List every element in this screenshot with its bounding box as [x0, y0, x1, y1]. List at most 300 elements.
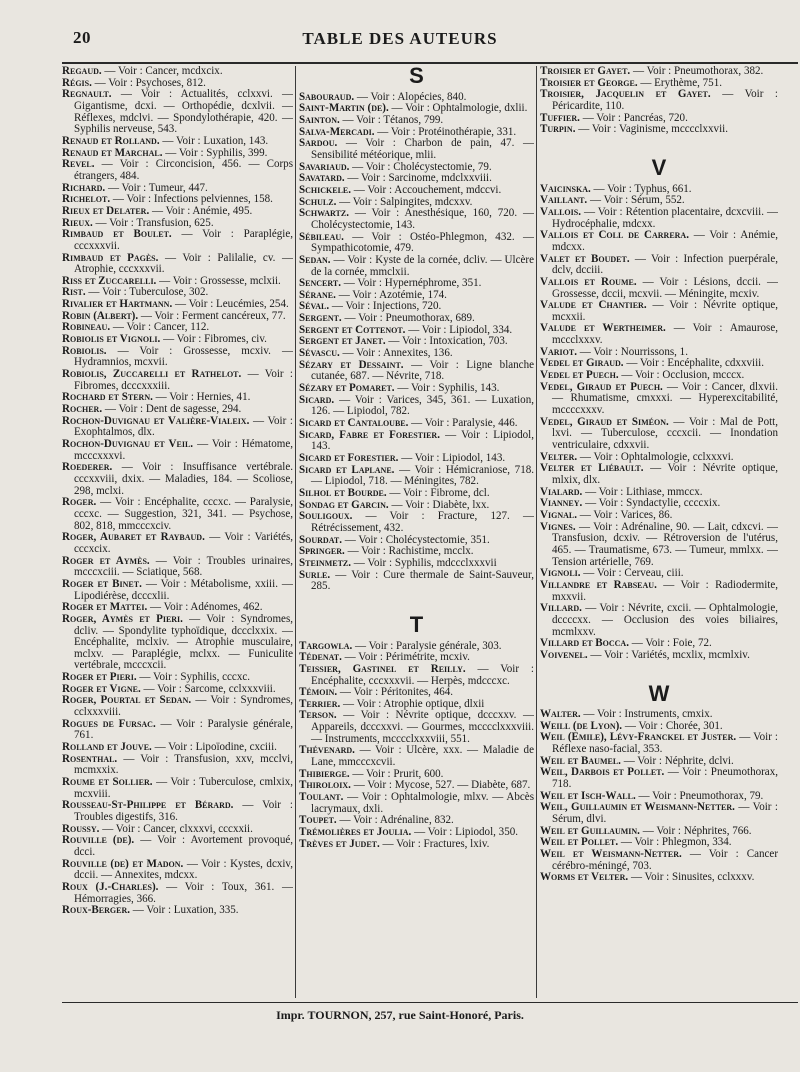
- author-name: Targowla.: [299, 639, 353, 652]
- index-entry: [540, 463, 778, 486]
- entry-references: — Voir : Cure thermale de Saint-Sauveur, 285.: [311, 568, 534, 593]
- author-name: Thiroloix.: [299, 779, 351, 792]
- author-name: Vedel et Puech.: [540, 369, 619, 382]
- entry-references: — Voir : Ligne blanche cutanée, 687. — Névrite, 718.: [311, 358, 534, 383]
- entry-references: — Voir : Névrite optique, mlxix, dlx.: [552, 462, 778, 486]
- author-name: Schickele.: [299, 183, 352, 196]
- author-name: Vedel, Giraud et Puech.: [540, 380, 663, 393]
- index-entry: [540, 207, 778, 230]
- entry-references: — Voir : Amaurose, mccclxxxv.: [552, 322, 778, 347]
- entry-references: — Voir : Cancer cérébro-méningé, 703.: [552, 848, 778, 872]
- author-name: Troisier, Jacquelin et Gayet.: [540, 88, 711, 101]
- author-name: Rimbaud et Pagès.: [62, 251, 159, 264]
- author-name: Revel.: [62, 158, 95, 171]
- entry-references: — Voir : Ostéo-Phlegmon, 432. — Sympathicotomie, 479.: [311, 230, 534, 255]
- author-name: Roger.: [62, 496, 97, 509]
- entry-references: — Voir : Rachistime, mcclx.: [347, 545, 474, 558]
- page-number: 20: [73, 28, 91, 47]
- author-name: Villard.: [540, 602, 582, 615]
- entry-references: — Voir : Syndromes, cclxxxviii.: [74, 694, 293, 719]
- author-name: Roederer.: [62, 461, 113, 474]
- entry-references: — Voir : Fibromes, dcccxxxiii.: [74, 368, 293, 392]
- entry-references: — Voir : Syphilis, 399.: [165, 146, 268, 159]
- section-letter: W: [648, 680, 670, 706]
- author-name: Roger, Aymès et Pieri.: [62, 612, 183, 625]
- entry-references: — Voir : Réflexe naso-facial, 353.: [552, 731, 778, 756]
- entry-references: — Voir : Avortement provoqué, dcci.: [74, 834, 293, 858]
- author-name: Villandre et Rabseau.: [540, 578, 657, 591]
- author-name: Thévenard.: [299, 744, 355, 757]
- entry-references: — Voir : Cancer, mcdxcix.: [104, 66, 223, 77]
- author-name: Weil et Isch-Wall.: [540, 789, 636, 802]
- author-name: Séval.: [299, 300, 330, 313]
- author-name: Vignes.: [540, 520, 576, 533]
- author-name: Roger et Aymès.: [62, 554, 150, 567]
- entry-references: — Voir : Anémie, 495.: [152, 204, 253, 217]
- index-entry: [540, 603, 778, 638]
- author-name: Rochard et Stern.: [62, 391, 153, 404]
- entry-references: — Voir : Injections, 720.: [331, 300, 442, 313]
- author-name: Trèves et Judet.: [299, 837, 380, 850]
- index-entry: [540, 802, 778, 825]
- author-name: Sicard et Laplane.: [299, 463, 395, 476]
- entry-references: — Voir : Azotémie, 174.: [338, 288, 447, 301]
- entry-references: — Voir : Fibrome, dcl.: [389, 486, 490, 499]
- column-divider: [536, 66, 537, 998]
- author-name: Sévascu.: [299, 347, 340, 360]
- entry-references: — Voir : Grossesse, mclxii.: [159, 274, 281, 287]
- author-name: Renaud et Rolland.: [62, 134, 160, 147]
- entry-references: — Voir : Mycose, 527. — Diabète, 687.: [353, 779, 531, 792]
- author-name: Rocher.: [62, 403, 103, 416]
- author-name: Roux (J.-Charles).: [62, 880, 159, 893]
- index-entry: [299, 360, 534, 383]
- entry-references: — Voir : Cholécystectomie, 79.: [352, 160, 492, 173]
- index-entry: [540, 124, 778, 136]
- index-entry: [299, 710, 534, 745]
- entry-references: — Voir : Cancer, 112.: [112, 321, 210, 334]
- index-entry: [62, 754, 293, 777]
- author-name: Weil et Baumel.: [540, 754, 621, 767]
- entry-references: — Voir : Variétés, cccxcix.: [74, 531, 293, 555]
- index-entry: [62, 905, 293, 917]
- author-name: Sondag et Garcin.: [299, 498, 389, 511]
- index-column-1: [62, 66, 293, 1000]
- entry-references: — Voir : Syphilis, 143.: [397, 382, 500, 395]
- author-name: Roger, Pourtal et Sedan.: [62, 694, 192, 707]
- entry-references: — Voir : Ferment cancéreux, 77.: [140, 309, 286, 322]
- author-name: Vaicinska.: [540, 182, 591, 195]
- entry-references: — Voir : Hémicraniose, 718. — Lipiodol, 718. — Méningites, 782.: [311, 463, 534, 488]
- entry-references: — Voir : Péricardite, 110.: [552, 88, 778, 112]
- author-name: Vedel et Giraud.: [540, 357, 624, 370]
- index-entry: [62, 369, 293, 392]
- author-name: Robiolis.: [62, 344, 107, 357]
- author-name: Sencert.: [299, 277, 341, 290]
- entry-references: — Voir : Syphilis, cccxc.: [139, 671, 251, 684]
- author-name: Vianney.: [540, 497, 583, 510]
- index-entry: [540, 300, 778, 323]
- index-entry: [299, 232, 534, 255]
- author-name: Roger et Pieri.: [62, 671, 137, 684]
- author-name: Sébileau.: [299, 230, 344, 243]
- header-rule: [62, 62, 798, 64]
- entry-references: — Voir : Pneumothorax, 718.: [552, 766, 778, 791]
- author-name: Weil, Guillaumin et Weismann-Netter.: [540, 801, 735, 814]
- author-name: Tuffier.: [540, 111, 580, 124]
- author-name: Sergent.: [299, 312, 342, 325]
- entry-references: — Voir : Paralysie générale, 303.: [355, 639, 502, 652]
- author-name: Renaud et Marchal.: [62, 146, 163, 159]
- author-name: Robiolis, Zuccarelli et Rathelot.: [62, 368, 242, 381]
- author-name: Surle.: [299, 568, 331, 581]
- index-entry: [62, 695, 293, 718]
- entry-references: — Voir : Névrite optique, mcxxii.: [552, 299, 778, 323]
- entry-references: — Voir : Intoxication, 703.: [388, 335, 508, 348]
- entry-references: — Voir : Lithiase, mmccx.: [585, 485, 703, 498]
- entry-references: — Voir : Sérum, dlvi.: [552, 801, 778, 826]
- author-name: Richard.: [62, 181, 106, 194]
- entry-references: — Voir : Accouchement, mdccvi.: [353, 183, 502, 196]
- author-name: Valude et Chantier.: [540, 299, 647, 312]
- entry-references: — Voir : Paralysie, 446.: [411, 417, 518, 430]
- entry-references: — Voir : Luxation, 143.: [162, 134, 269, 147]
- author-name: Regnault.: [62, 88, 112, 101]
- author-name: Vaillant.: [540, 194, 588, 207]
- index-entry: [62, 800, 293, 823]
- author-name: Worms et Velter.: [540, 871, 629, 884]
- entry-references: — Voir : Insuffisance vertébrale. cccxxviii, dxix. — Maladies, 184. — Scoliose, 298, mclxi.: [74, 461, 293, 497]
- index-entry: [62, 882, 293, 905]
- entry-references: — Voir : Anémie, mdcxx.: [552, 229, 778, 253]
- entry-references: — Voir : Fractures, lxiv.: [382, 837, 490, 850]
- page-title: TABLE DES AUTEURS: [302, 29, 498, 48]
- index-entry: [540, 323, 778, 346]
- author-name: Rogues de Fursac.: [62, 717, 156, 730]
- entry-references: — Voir : Psychoses, 812.: [94, 76, 206, 89]
- author-name: Régis.: [62, 76, 92, 89]
- entry-references: — Voir : Névrite, cxcii. — Ophtalmologie, dccccxx. — Occlusion des voies biliaires, mcmlxxv.: [552, 602, 778, 638]
- author-name: Vedel, Giraud et Siméon.: [540, 415, 669, 428]
- author-name: Rouville (de) et Madon.: [62, 857, 184, 870]
- author-name: Terrier.: [299, 697, 341, 710]
- index-entry: [540, 732, 778, 755]
- entry-references: — Voir : Typhus, 661.: [593, 182, 692, 195]
- entry-references: — Voir : Lipiodol, 350.: [414, 826, 519, 839]
- author-name: Roger et Vigne.: [62, 682, 141, 695]
- entry-references: — Voir : Névrite optique, dcccxxv. — Appareils, dcccxxvi. — Gourmes, mcccclxxxviii. — Instruments, mcccclxxxviii, 551.: [311, 709, 534, 745]
- entry-references: — Voir : Leucémies, 254.: [175, 298, 289, 311]
- entry-references: — Voir : Ophtalmologie, dxlii.: [391, 102, 528, 115]
- author-name: Sabouraud.: [299, 90, 355, 103]
- entry-references: — Voir : Phlegmon, 334.: [620, 836, 732, 849]
- author-name: Thibierge.: [299, 767, 350, 780]
- index-entry: [62, 346, 293, 369]
- column-divider: [295, 66, 296, 998]
- index-entry: [540, 254, 778, 277]
- index-entry: [62, 229, 293, 252]
- entry-references: — Voir : Fracture, 127. — Rétrécissement, 432.: [311, 510, 534, 534]
- author-name: Toupet.: [299, 814, 337, 827]
- author-name: Trémolières et Joulia.: [299, 826, 412, 839]
- index-entry: [540, 650, 778, 662]
- index-entry: [62, 556, 293, 579]
- author-name: Rouville (de).: [62, 834, 135, 847]
- author-name: Robin (Albert).: [62, 309, 139, 322]
- author-name: Tédenat.: [299, 651, 342, 664]
- entry-references: — Voir : Fibromes, civ.: [163, 333, 267, 346]
- entry-references: — Voir : Circoncision, 456. — Corps étrangers, 484.: [74, 158, 293, 182]
- index-entry: [62, 579, 293, 602]
- author-name: Savariaud.: [299, 160, 350, 173]
- section-letter: V: [651, 154, 667, 180]
- entry-references: — Voir : Adrénaline, 832.: [339, 814, 454, 827]
- entry-references: — Voir : Tétanos, 799.: [342, 113, 444, 126]
- entry-references: — Voir : Anesthésique, 160, 720. — Cholécystectomie, 143.: [311, 207, 534, 231]
- entry-references: — Voir : Dent de sagesse, 294.: [104, 403, 242, 416]
- index-entry: [540, 872, 778, 884]
- entry-references: — Voir : Grossesse, mcxiv. — Hydramnios, mcxvii.: [74, 344, 293, 369]
- author-name: Steinmetz.: [299, 556, 352, 569]
- entry-references: — Voir : Foie, 72.: [631, 637, 712, 650]
- author-name: Variot.: [540, 345, 577, 358]
- author-name: Vallois et Coll de Carrera.: [540, 229, 689, 242]
- index-entry: [62, 497, 293, 532]
- author-name: Rivalier et Hartmann.: [62, 298, 173, 311]
- author-name: Velter.: [540, 450, 578, 463]
- index-entry: [62, 416, 293, 439]
- entry-references: — Voir : Cerveau, ciii.: [583, 567, 684, 580]
- author-name: Rosenthal.: [62, 752, 118, 765]
- author-name: Richelot.: [62, 193, 111, 206]
- entry-references: — Erythème, 751.: [640, 76, 722, 89]
- index-entry: [540, 522, 778, 569]
- author-name: Valet et Boudet.: [540, 252, 630, 265]
- author-name: Rieux et Delater.: [62, 204, 150, 217]
- author-name: Weil et Pollet.: [540, 836, 619, 849]
- entry-references: — Voir : Pneumothorax, 689.: [344, 312, 475, 325]
- index-entry: [540, 89, 778, 112]
- entry-references: — Voir : Sinusites, cclxxxv.: [630, 871, 755, 884]
- author-name: Schwartz.: [299, 207, 349, 220]
- index-column-3: [540, 66, 778, 1000]
- entry-references: — Voir : Transfusion, 625.: [95, 216, 214, 229]
- entry-references: — Voir : Tuberculose, cmlxix, mcxviii.: [74, 776, 293, 800]
- entry-references: — Voir : Lipiodol, 143.: [311, 428, 534, 453]
- entry-references: — Voir : Kyste de la cornée, dcliv. — Ulcère de la cornée, mmclxii.: [311, 253, 534, 278]
- entry-references: — Voir : Syndactylie, ccccxix.: [585, 497, 721, 510]
- entry-references: — Voir : Protéinothérapie, 331.: [377, 125, 517, 138]
- entry-references: — Voir : Lipoïodine, cxciii.: [154, 741, 277, 754]
- entry-references: — Voir : Rétention placentaire, dcxcviii. — Hydrocéphalie, mdcxx.: [552, 205, 778, 230]
- author-name: Vallois et Roume.: [540, 275, 637, 288]
- entry-references: — Voir : Encéphalite, cccxc. — Paralysie, cccxc. — Suggestion, 321, 341. — Psychose, 802, 818, mmcccxciv.: [74, 496, 293, 532]
- entry-references: — Voir : Péritonites, 464.: [339, 686, 454, 699]
- entry-references: — Voir : Métabolisme, xxiii. — Lipodiérèse, dcccxlii.: [74, 577, 293, 602]
- author-name: Velter et Liébault.: [540, 462, 644, 475]
- index-entry: [540, 382, 778, 417]
- index-entry: [299, 465, 534, 488]
- author-name: Rist.: [62, 286, 86, 299]
- author-name: Turpin.: [540, 123, 576, 136]
- entry-references: — Voir : Ophtalmologie, mlxv. — Abcès lacrymaux, dxli.: [311, 791, 534, 815]
- index-entry: [299, 255, 534, 278]
- author-name: Roger et Binet.: [62, 577, 142, 590]
- entry-references: — Voir : Occlusion, mcccx.: [621, 369, 745, 382]
- index-entry: [540, 277, 778, 300]
- author-name: Villard et Bocca.: [540, 637, 629, 650]
- entry-references: — Voir : Kystes, dcxiv, dccii. — Annexites, mdcxx.: [74, 857, 293, 882]
- index-entry: [299, 664, 534, 687]
- author-name: Sicard et Cantaloube.: [299, 417, 409, 430]
- entry-references: — Voir : Pneumothorax, 79.: [638, 789, 764, 802]
- entry-references: — Voir : Sarcinome, mdclxxviii.: [347, 172, 492, 185]
- entry-references: — Voir : Hématome, mcccxxxvi.: [74, 438, 293, 462]
- entry-references: — Voir : Atrophie optique, dlxii: [343, 697, 485, 710]
- entry-references: — Voir : Hypernéphrome, 351.: [343, 277, 482, 290]
- index-entry: [299, 570, 534, 593]
- entry-references: — Voir : Varices, 86.: [579, 508, 673, 521]
- entry-references: — Voir : Infection puerpérale, dclv, dcciii.: [552, 252, 778, 277]
- entry-references: — Voir : Cholécystectomie, 351.: [344, 533, 490, 546]
- author-name: Troisier et Gayet.: [540, 66, 631, 77]
- index-entry: [540, 417, 778, 452]
- entry-references: — Voir : Transfusion, xxv, mcclvi, mcmxxix.: [74, 752, 293, 777]
- author-name: Témoin.: [299, 686, 338, 699]
- index-entry: [62, 159, 293, 182]
- entry-references: — Voir : Encéphalite, cdxxviii.: [626, 357, 764, 370]
- entry-references: — Voir : Annexites, 136.: [342, 347, 453, 360]
- author-name: Walter.: [540, 708, 581, 721]
- entry-references: — Voir : Cancer, clxxxvi, cccxxii.: [102, 822, 253, 835]
- entry-references: — Voir : Lipiodol, 143.: [401, 452, 506, 464]
- author-name: Sergent et Janet.: [299, 335, 386, 348]
- author-name: Vallois.: [540, 205, 581, 218]
- index-entry: [540, 230, 778, 253]
- author-name: Sedan.: [299, 253, 331, 266]
- author-name: Saint-Martin (de).: [299, 102, 389, 115]
- index-entry: [540, 849, 778, 872]
- entry-references: — Voir : Pneumothorax, 382.: [632, 66, 764, 77]
- page-header: [0, 28, 800, 58]
- author-name: Sicard et Forestier.: [299, 452, 399, 464]
- author-name: Roger et Mattei.: [62, 601, 148, 614]
- author-name: Riss et Zuccarelli.: [62, 274, 157, 287]
- entry-references: — Voir : Ophtalmologie, cclxxxvi.: [579, 450, 734, 463]
- index-entry: [62, 462, 293, 497]
- author-name: Weil et Guillaumin.: [540, 824, 640, 837]
- entry-references: — Voir : Lipiodol, 334.: [408, 323, 513, 336]
- entry-references: — Voir : Mal de Pott, lxvi. — Tuberculose, cccxcii. — Inondation ventriculaire, cdxxvii.: [552, 415, 778, 452]
- entry-references: — Voir : Prurit, 600.: [352, 767, 444, 780]
- author-name: Springer.: [299, 545, 345, 558]
- entry-references: — Voir : Tumeur, 447.: [107, 181, 208, 194]
- entry-references: — Voir : Exophtalmos, dlx.: [74, 414, 293, 439]
- author-name: Vignal.: [540, 508, 577, 521]
- index-entry: [62, 777, 293, 800]
- author-name: Rimbaud et Boulet.: [62, 228, 172, 241]
- index-entry: [62, 439, 293, 462]
- author-name: Voivenel.: [540, 648, 588, 661]
- index-entry: [299, 138, 534, 161]
- entry-references: — Voir : Chorée, 301.: [624, 719, 723, 732]
- author-name: Rochon-Duvignau et Veil.: [62, 438, 194, 450]
- index-entry: [62, 859, 293, 882]
- index-entry: [299, 430, 534, 453]
- entry-references: — Voir : Sérum, 552.: [589, 194, 685, 207]
- entry-references: — Voir : Paralysie générale, 761.: [74, 717, 293, 742]
- index-entry: [299, 511, 534, 534]
- author-name: Rousseau-St-Philippe et Bérard.: [62, 799, 234, 812]
- author-name: Rieux.: [62, 216, 93, 229]
- section-letter: T: [409, 611, 424, 637]
- index-column-2: [299, 66, 534, 1000]
- author-name: Weil (Emile), Lévy-Franckel et Juster.: [540, 731, 737, 744]
- author-name: Sergent et Cottenot.: [299, 323, 406, 336]
- author-name: Souligoux.: [299, 510, 353, 523]
- entry-references: — Voir : Pancréas, 720.: [582, 111, 688, 124]
- author-name: Weil, Darbois et Pollet.: [540, 766, 665, 779]
- entry-references: — Voir : Troubles urinaires, mcccxciii. — Sciatique, 568.: [74, 554, 293, 579]
- author-name: Troisier et George.: [540, 76, 638, 89]
- entry-references: — Voir : Alopécies, 840.: [356, 90, 467, 103]
- entry-references: — Voir : Néphrites, 766.: [642, 824, 752, 837]
- author-name: Terson.: [299, 709, 337, 722]
- entry-references: — Voir : Infections pelviennes, 158.: [112, 193, 273, 206]
- index-entry: [62, 89, 293, 136]
- author-name: Rolland et Jouve.: [62, 741, 152, 754]
- entry-references: — Voir : Instruments, cmxix.: [583, 708, 713, 721]
- entry-references: — Voir : Encéphalite, cccxxxvii. — Herpès, mdcccxc.: [311, 662, 534, 687]
- author-name: Robineau.: [62, 321, 111, 334]
- author-name: Sicard.: [299, 393, 335, 406]
- entry-references: — Voir : Charbon de pain, 47. — Sensibilité météorique, mlii.: [311, 137, 534, 161]
- index-entry: [299, 395, 534, 418]
- author-name: Silhol et Bourde.: [299, 486, 387, 499]
- index-entry: [62, 719, 293, 742]
- entry-references: — Voir : Sarcome, cclxxxviii.: [143, 682, 276, 695]
- entry-references: — Voir : Périmétrite, mcxiv.: [344, 651, 470, 664]
- author-name: Weill (de Lyon).: [540, 719, 623, 732]
- author-name: Sérane.: [299, 288, 336, 301]
- entry-references: — Voir : Lésions, dccii. — Grossesse, dccii, mcxvii. — Méningite, mcxiv.: [552, 275, 778, 300]
- entry-references: — Voir : Hernies, 41.: [155, 391, 251, 404]
- entry-references: — Voir : Toux, 361. — Hémorragies, 366.: [74, 880, 293, 905]
- author-name: Rochon-Duvignau et Valière-Vialeix.: [62, 414, 250, 427]
- author-name: Sourdat.: [299, 533, 342, 546]
- author-name: Sézary et Pomaret.: [299, 382, 395, 395]
- author-name: Schulz.: [299, 195, 337, 208]
- entry-references: — Voir : Adénomes, 462.: [150, 601, 263, 614]
- index-entry: [540, 767, 778, 790]
- index-entry: [299, 839, 534, 851]
- index-entry: [62, 253, 293, 276]
- entry-references: — Voir : Luxation, 335.: [132, 904, 239, 917]
- index-entry: [62, 532, 293, 555]
- author-name: Roussy.: [62, 822, 100, 835]
- entry-references: — Voir : Diabète, lxx.: [391, 498, 490, 511]
- index-entry: [299, 745, 534, 768]
- entry-references: — Voir : Variétés, mcxlix, mcmlxiv.: [590, 648, 750, 661]
- author-name: Savatard.: [299, 172, 345, 185]
- entry-references: — Voir : Troubles digestifs, 316.: [74, 799, 293, 823]
- index-entry: [299, 208, 534, 231]
- entry-references: — Voir : Nourrissons, 1.: [579, 345, 688, 358]
- entry-references: — Voir : Ulcère, xxx. — Maladie de Lane, mmcccxcvii.: [311, 744, 534, 769]
- entry-references: — Voir : Varices, 345, 361. — Luxation, 126. — Lipiodol, 782.: [311, 393, 534, 418]
- index-entry: [62, 614, 293, 672]
- entry-references: — Voir : Actualités, cclxxvi. — Gigantisme, dcxi. — Orthopédie, dcxlvii. — Réflexes, mdclvi. — Spondylothérapie, 420. — Syphilis nerveuse, 543.: [74, 88, 293, 136]
